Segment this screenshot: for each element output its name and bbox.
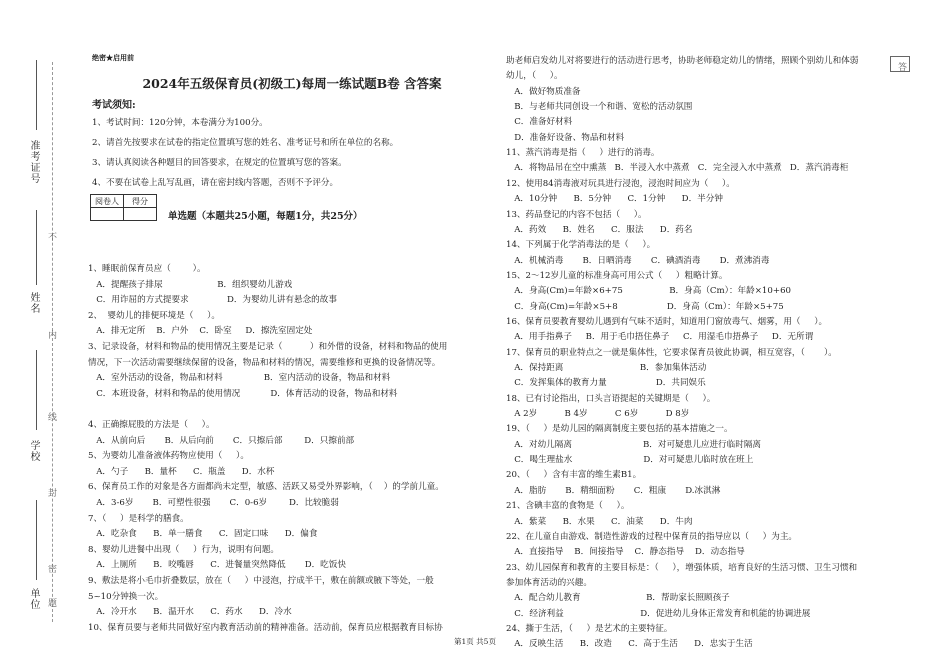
score-header-score: 得分 — [124, 195, 157, 208]
question-line: 1、睡眠前保育员应（ ）。 — [88, 264, 206, 274]
question-line: C．喝生理盐水 D．对可疑患儿临时放在班上 — [506, 455, 754, 466]
question-line: 助老师启发幼儿对将要进行的活动进行思考，协助老师稳定幼儿的情绪，照顾个别幼儿和体弱 — [506, 56, 859, 66]
question-line: A．直接指导 B．间接指导 C．静态指导 D．动态指导 — [506, 547, 745, 558]
score-cell-score[interactable] — [124, 208, 157, 221]
exam-number-line — [36, 60, 38, 130]
question-line: A．冷开水 B．温开水 C．药水 D．冷水 — [88, 607, 292, 618]
question-line: 23、幼儿园保育和教育的主要目标是：（ ），增强体质，培育良好的生活习惯、卫生习惯和 — [506, 562, 858, 573]
notice-item: 3、请认真阅读各种题目的回答要求，在规定的位置填写您的答案。 — [92, 158, 347, 168]
question-line: 10、保育员要与老师共同做好室内教育活动前的精神准备。活动前，保育员应根据教育目标协 — [88, 622, 443, 633]
question-line: 17、保育员的职业特点之一就是集体性，它要求保育员彼此协调，相互宽容，（ ）。 — [506, 347, 837, 358]
notice-heading: 考试须知: — [92, 100, 136, 111]
score-cell-grader[interactable] — [91, 208, 124, 221]
question-line: 24、撕于生活，（ ）是艺术的主要特征。 — [506, 623, 673, 634]
question-line: 13、药品登记的内容不包括（ ）。 — [506, 209, 647, 220]
question-line: A．脂肪 B．精细面粉 C．粗康 D.冰淇淋 — [506, 485, 721, 496]
question-line: A．身高(Cm)=年龄×6+75 B．身高（Cm）：年龄×10+60 — [506, 286, 792, 297]
question-line: 4、正确擦屁股的方法是（ ）。 — [88, 420, 215, 430]
gutter-label-school: 学校 — [28, 440, 39, 462]
question-line: 参加体育活动的兴趣。 — [506, 577, 592, 588]
question-line: 18、已有讨论指出，口头言语提起的关键期是（ ）。 — [506, 393, 716, 404]
seal-tick-5: 密 — [46, 564, 56, 573]
seal-line — [52, 62, 53, 622]
seal-tick-3: 线 — [46, 412, 56, 421]
notice-item: 1、考试时间：120分钟，本卷满分为100分。 — [92, 118, 268, 128]
question-line: C．准备好材料 — [506, 117, 573, 128]
secret-label: 绝密★启用前 — [92, 53, 134, 62]
question-line: 14、下列属于化学消毒法的是（ ）。 — [506, 240, 656, 251]
question-line: A．勺子 B．量杯 C．瓶盖 D．水杯 — [88, 466, 275, 477]
question-line: 5~10分钟换一次。 — [88, 591, 164, 602]
question-line: 11、蒸汽消毒是指（ ）进行的消毒。 — [506, 148, 660, 159]
unit-line — [36, 500, 38, 580]
question-line: 15、2～12岁儿童的标准身高可用公式（ ）粗略计算。 — [506, 270, 728, 281]
question-line: 8、婴幼儿进餐中出现（ ）行为，说明有问题。 — [88, 544, 280, 555]
question-line: C．用诈屈的方式提要求 D．为婴幼儿讲有悬念的故事 — [88, 295, 337, 306]
question-line: C．发挥集体的教育力量 D．共同娱乐 — [506, 378, 706, 389]
question-line: A．反映生活 B．改造 C．高于生活 D．忠实于生活 — [506, 639, 753, 650]
question-line: A．3-6岁 B．可塑性很强 C．0-6岁 D．比较脆弱 — [88, 498, 339, 508]
question-line: 22、在儿童自由游戏、制造性游戏的过程中保育员的指导应以（ ）为主。 — [506, 531, 798, 542]
seal-tick-4: 封 — [46, 488, 56, 497]
question-line: A 2岁 B 4岁 C 6岁 D 8岁 — [506, 409, 690, 420]
question-line: 7、（ ）是科学的膳食。 — [88, 513, 189, 524]
name-line — [36, 210, 38, 285]
page-title: 2024年五级保育员(初级工)每周一练试题B卷 含答案 — [142, 76, 442, 91]
question-line: A．吃杂食 B．单一膳食 C．固定口味 D．偏食 — [88, 529, 318, 540]
section-heading: 单选题（本题共25小题，每题1分，共25分） — [168, 211, 363, 222]
gutter-label-exam-number: 准考证号 — [28, 140, 39, 184]
question-line: A．紫菜 B．水果 C．油菜 D．牛肉 — [506, 516, 693, 527]
question-line: 6、保育员工作的对象是各方面都尚未定型，敏感、活跃又易受外界影响，（ ）的学前儿童。 — [88, 482, 444, 493]
question-line: A．对幼儿隔离 B．对可疑患儿应进行临时隔离 — [506, 439, 762, 450]
question-line: C．本班设备，材料和物品的使用情况 D．体育活动的设备，物品和材料 — [88, 388, 398, 399]
binding-gutter — [0, 0, 70, 671]
question-line: 9、敷法是将小毛巾折叠数层，放在（ ）中浸泡，拧成半干，敷在前额或腋下等处，一般 — [88, 576, 434, 586]
question-line: A．提醒孩子排尿 B．组织婴幼儿游戏 — [88, 279, 293, 290]
question-line: 幼儿，（ ）。 — [506, 71, 563, 82]
question-line: 19、（ ）是幼儿园的隔离制度主要包括的基本措施之一。 — [506, 424, 733, 435]
question-line: A．将物品吊在空中熏蒸 B．半浸入水中蒸煮 C．完全浸入水中蒸煮 D．蒸汽消毒柜 — [506, 163, 849, 174]
score-table — [90, 194, 157, 221]
question-line: 16、保育员要教育婴幼儿遇到有气味不适时，知道用门窗放毒气、烟雾，用（ ）。 — [506, 316, 828, 327]
score-header-grader: 阅卷人 — [91, 195, 124, 208]
seal-tick-1: 不 — [46, 232, 56, 241]
question-line: 2、 婴幼儿的排便环境是（ ）。 — [88, 310, 221, 321]
question-line: 3、记录设备，材料和物品的使用情况主要是记录（ ）和外借的设备，材料和物品的使用 — [88, 342, 448, 352]
notice-item: 2、请首先按要求在试卷的指定位置填写您的姓名、准考证号和所在单位的名称。 — [92, 138, 399, 148]
question-line: A．药效 B．姓名 C．服法 D．药名 — [506, 224, 693, 235]
question-line: 20、（ ）含有丰富的维生素B1。 — [506, 470, 642, 481]
corner-box — [890, 56, 910, 72]
corner-mark: 答 — [898, 63, 908, 73]
gutter-label-name: 姓名 — [28, 292, 39, 314]
question-line: B．与老师共同创设一个和谐、宽松的活动氛围 — [506, 102, 693, 113]
question-line: 5、为婴幼儿准备液体药物应使用（ ）。 — [88, 451, 249, 462]
question-line: 情况，下一次活动需要继续保留的设备，物品和材料的情况，需要维修和更换的设备情况等。 — [88, 357, 441, 368]
school-line — [36, 350, 38, 430]
seal-tick-2: 内 — [46, 330, 56, 339]
notice-item: 4、不要在试卷上乱写乱画，请在密封线内答题，否则不予评分。 — [92, 178, 339, 188]
question-line: A．上厕所 B．咬嘴唇 C．进餐量突然降低 D．吃饭快 — [88, 560, 346, 571]
question-line: 21、含碘丰富的食物是（ ）。 — [506, 501, 630, 512]
question-line: A．排无定所 B．户外 C．卧室 D．擦洗室固定处 — [88, 326, 313, 337]
question-line: A．配合幼儿教育 B．帮助家长照顾孩子 — [506, 593, 730, 604]
question-line: A．从前向后 B．从后向前 C．只擦后部 D．只擦前部 — [88, 435, 355, 446]
question-line: A．室外活动的设备，物品和材料 B．室内活动的设备，物品和材料 — [88, 373, 391, 384]
question-line: D．准备好设备、物品和材料 — [506, 132, 625, 143]
question-line: A．保持距离 B．参加集体活动 — [506, 363, 707, 373]
page-footer: 第1页 共5页 — [454, 637, 496, 646]
seal-tick-6: 题 — [46, 598, 56, 607]
question-line: A．机械消毒 B．日晒消毒 C．碘酒消毒 D．煮沸消毒 — [506, 255, 770, 266]
question-line: C．身高(Cm)=年龄×5+8 D．身高（Cm）：年龄×5+75 — [506, 301, 784, 312]
question-line: A．10分钟 B．5分钟 C．1分钟 D．半分钟 — [506, 194, 723, 205]
question-line: C．经济利益 D．促进幼儿身体正常发育和机能的协调进展 — [506, 608, 811, 619]
question-line: A．做好物质准备 — [506, 86, 581, 97]
gutter-label-unit: 单位 — [28, 588, 39, 610]
question-line: 12、使用84消毒液对玩具进行浸泡，浸泡时间应为（ ）。 — [506, 178, 735, 189]
question-line: A．用手指鼻子 B．用于毛巾捂住鼻子 C．用湿毛巾捂鼻子 D．无所谓 — [506, 332, 814, 343]
